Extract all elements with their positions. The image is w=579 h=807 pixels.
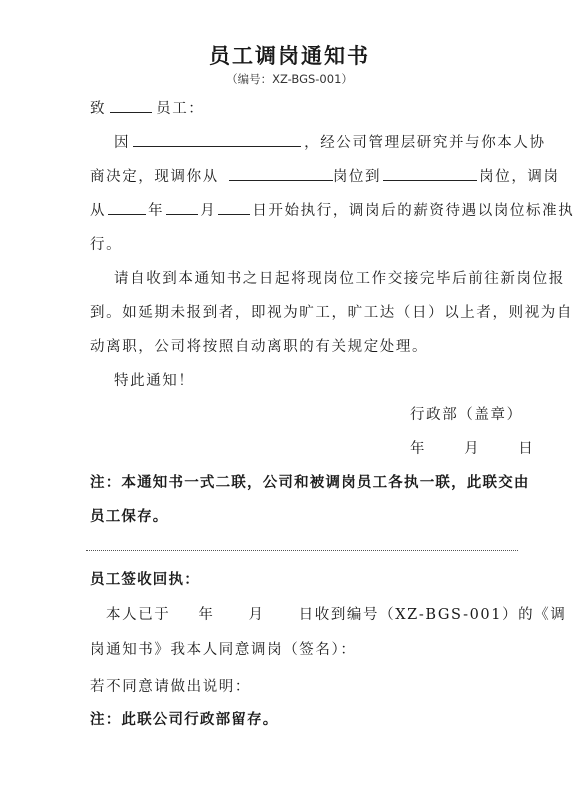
- department-seal: 行政部（盖章）: [410, 407, 523, 423]
- start-day-blank: [218, 200, 250, 215]
- to-position-blank: [383, 166, 477, 181]
- p1-l2-text-c: 岗位，调岗: [479, 169, 560, 185]
- receipt-note: 注：此联公司行政部留存。: [90, 712, 279, 728]
- document-number: （编号：XZ-BGS-001）: [226, 72, 353, 86]
- signature-date: [410, 437, 534, 458]
- receipt-l1-text-d: 日收到编号（XZ-BGS-001）的《调: [298, 607, 567, 623]
- paragraph1-line4: 行。: [90, 237, 123, 253]
- from-position-blank: [229, 166, 333, 181]
- reason-blank: [133, 132, 301, 147]
- special-notice: 特此通知！: [114, 373, 195, 389]
- greeting-prefix: 致: [90, 101, 107, 117]
- p1-l3-text-a: 从: [90, 203, 107, 219]
- receipt-disagree: 若不同意请做出说明：: [90, 679, 251, 695]
- tear-line: [86, 550, 518, 551]
- p1-l2-text-a: 商决定，现调你从: [90, 169, 219, 185]
- greeting-line: [90, 97, 204, 118]
- paragraph1-line1: [114, 131, 546, 152]
- receipt-heading: 员工签收回执：: [90, 572, 200, 588]
- paragraph1-line2: [90, 165, 560, 186]
- p1-l2-text-b: 岗位到: [332, 169, 382, 185]
- document-title: 员工调岗通知书: [209, 44, 370, 68]
- paragraph2-line1: 请自收到本通知书之日起将现岗位工作交接完毕后前往新岗位报: [114, 271, 565, 287]
- paragraph2-line3: 动离职，公司将按照自动离职的有关规定处理。: [90, 339, 429, 355]
- receipt-line1: [106, 603, 566, 624]
- start-month-blank: [166, 200, 198, 215]
- p1-l3-year: 年: [148, 203, 165, 219]
- p1-l3-text-d: 日开始执行，调岗后的薪资待遇以岗位标准执: [252, 203, 575, 219]
- paragraph1-line3: [90, 199, 574, 220]
- note-line2: 员工保存。: [90, 509, 169, 525]
- receipt-month: 月: [248, 607, 265, 623]
- p1-l1-text-a: 因: [114, 135, 131, 151]
- p1-l3-month: 月: [200, 203, 217, 219]
- p1-l1-text-b: ，经公司管理层研究并与你本人协: [304, 135, 546, 151]
- date-day: 日: [518, 441, 535, 457]
- greeting-suffix: 员工：: [156, 101, 205, 117]
- receipt-line2: 岗通知书》我本人同意调岗（签名）：: [90, 642, 357, 658]
- paragraph2-line2: 到。如延期未报到者，即视为旷工，旷工达（日）以上者，则视为自: [90, 305, 573, 321]
- start-year-blank: [108, 200, 146, 215]
- receipt-l1-text-a: 本人已于: [106, 607, 171, 623]
- receipt-year: 年: [198, 607, 215, 623]
- date-year: 年: [410, 441, 427, 457]
- note-line1: 注：本通知书一式二联，公司和被调岗员工各执一联，此联交由: [90, 475, 530, 491]
- employee-name-blank: [110, 98, 152, 113]
- date-month: 月: [464, 441, 481, 457]
